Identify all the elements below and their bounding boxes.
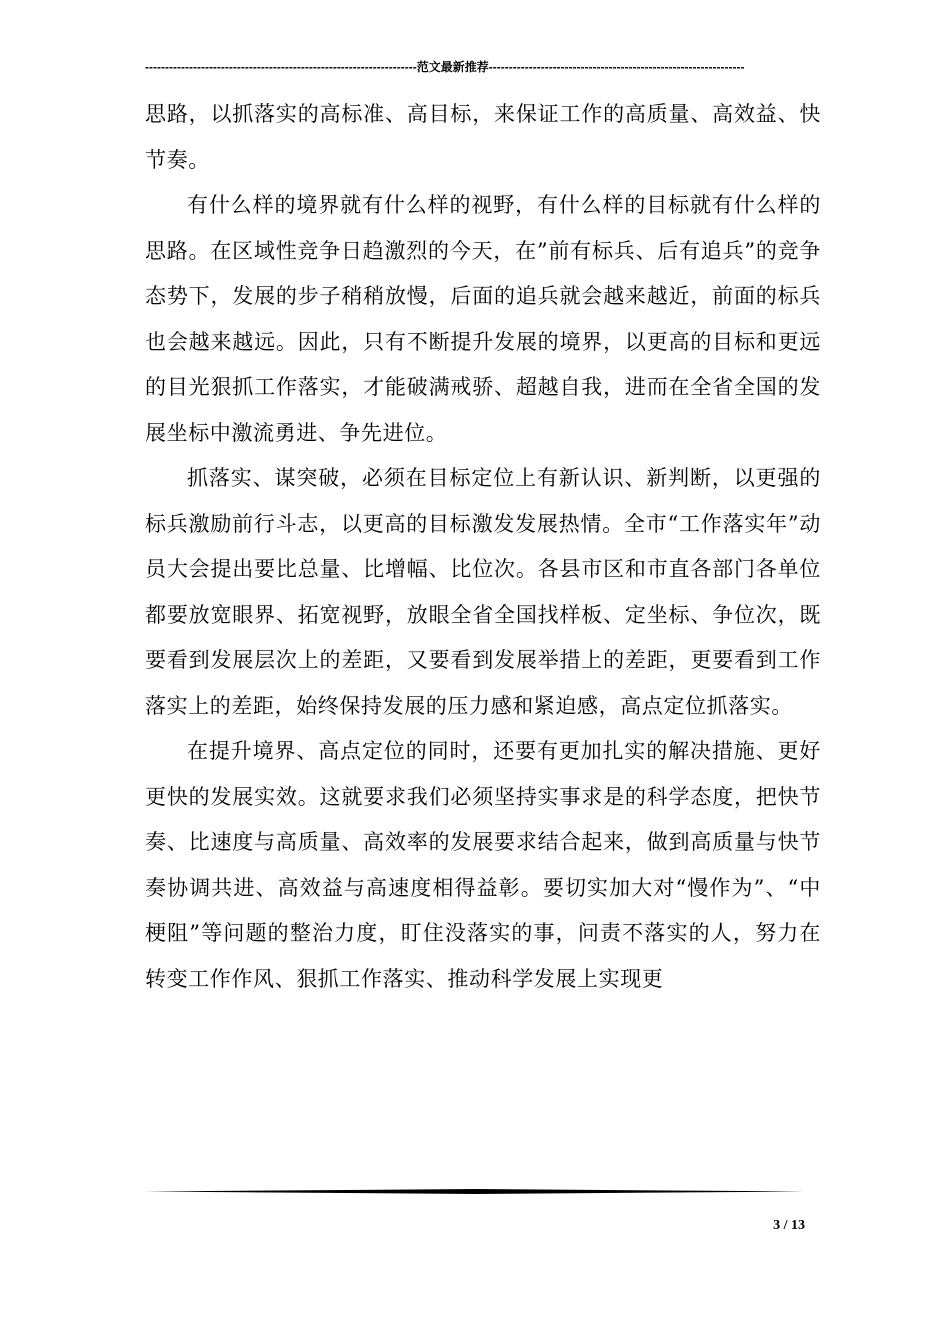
paragraph-3: 抓落实、谋突破，必须在目标定位上有新认识、新判断，以更强的标兵激励前行斗志，以更高的目标激发发展热情。全市“工作落实年”动员大会提出要比总量、比增幅、比位次。各县市区和市直各部门各单位都要放宽眼界、拓宽视野，放眼全省全国找样板、定坐标、争位次，既要看到发展层次上的差距，又要看到发展举措上的差距，更要看到工作落实上的差距，始终保持发展的压力感和紧迫感，高点定位抓落实。 bbox=[145, 466, 821, 718]
header-left-dashes: -------------------------------------------------------------------- bbox=[145, 60, 417, 74]
page-number: 3 / 13 bbox=[773, 1218, 805, 1233]
header-title: 范文最新推荐 bbox=[416, 60, 489, 74]
header-right-dashes: ---------------------------------------------------------------- bbox=[488, 60, 745, 74]
document-body bbox=[145, 92, 821, 1002]
footer-divider bbox=[145, 1189, 805, 1194]
paragraph-2: 有什么样的境界就有什么样的视野，有什么样的目标就有什么样的思路。在区域性竞争日趋激烈的今天，在”前有标兵、后有追兵”的竞争态势下，发展的步子稍稍放慢，后面的追兵就会越来越近，前面的标兵也会越来越远。因此，只有不断提升发展的境界，以更高的目标和更远的目光狠抓工作落实，才能破满戒骄、超越自我，进而在全省全国的发展坐标中激流勇进、争先进位。 bbox=[145, 193, 821, 445]
page-header bbox=[145, 58, 805, 76]
paragraph-4: 在提升境界、高点定位的同时，还要有更加扎实的解决措施、更好更快的发展实效。这就要求我们必须坚持实事求是的科学态度，把快节奏、比速度与高质量、高效率的发展要求结合起来，做到高质量与快节奏协调共进、高效益与高速度相得益彰。要切实加大对“慢作为”、“中梗阻”等问题的整治力度，盯住没落实的事，问责不落实的人，努力在转变工作作风、狠抓工作落实、推动科学发展上实现更 bbox=[145, 739, 821, 991]
paragraph-1: 思路，以抓落实的高标准、高目标，来保证工作的高质量、高效益、快节奏。 bbox=[145, 102, 821, 172]
